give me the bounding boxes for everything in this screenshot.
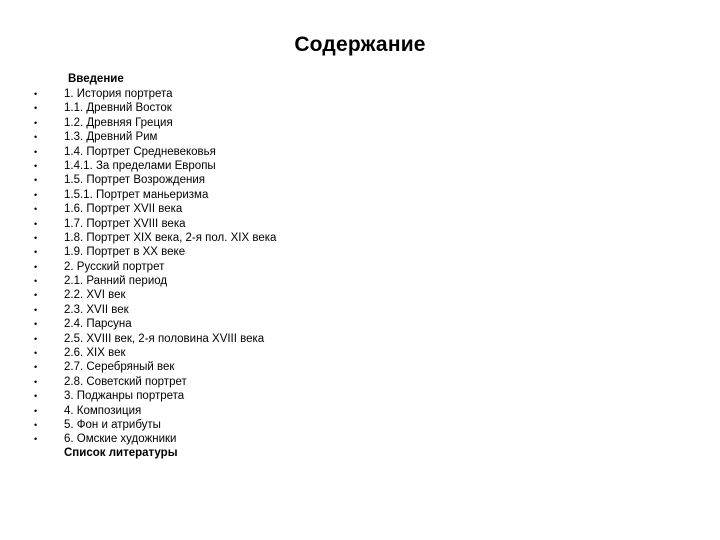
bullet-icon: • — [34, 117, 38, 128]
bullet-icon: • — [34, 362, 38, 373]
list-item-label: 2.7. Серебряный век — [64, 361, 175, 374]
list-item-label: 1.1. Древний Восток — [64, 102, 172, 115]
list-item-label: 3. Поджанры портрета — [64, 390, 185, 403]
toc-references: Список литературы — [64, 447, 178, 459]
list-item-label: 1.6. Портрет XVII века — [64, 203, 183, 216]
page-title-text: Содержание — [294, 33, 426, 56]
list-item-label: 2. Русский портрет — [64, 260, 165, 273]
list-item-label: 1.3. Древний Рим — [64, 131, 158, 144]
bullet-icon: • — [34, 276, 38, 287]
bullet-icon: • — [34, 146, 38, 157]
bullet-icon: • — [34, 376, 38, 387]
list-item-label: 1. История портрета — [64, 88, 173, 100]
list-item-label: 1.7. Портрет XVIII века — [64, 217, 186, 230]
list-item-label: 2.6. XIX век — [64, 347, 126, 360]
list-item-label: 2.3. XVII век — [64, 303, 129, 316]
bullet-icon: • — [34, 348, 38, 359]
list-item-label: 1.5.1. Портрет маньеризма — [64, 188, 209, 201]
bullet-icon: • — [34, 419, 38, 430]
page-title — [0, 33, 720, 57]
list-item-label: 2.1. Ранний период — [64, 275, 168, 288]
bullet-icon: • — [34, 103, 38, 114]
list-item-label: 1.2. Древняя Греция — [64, 116, 173, 129]
list-item-label: 1.9. Портрет в XX веке — [64, 246, 186, 259]
bullet-icon: • — [34, 290, 38, 301]
bullet-icon: • — [34, 175, 38, 186]
bullet-icon: • — [34, 160, 38, 171]
list-item-label: 6. Омские художники — [64, 433, 177, 446]
bullet-icon: • — [34, 333, 38, 344]
list-item-label: 2.2. XVI век — [64, 289, 126, 302]
bullet-icon: • — [34, 89, 38, 99]
list-item-label: 5. Фон и атрибуты — [64, 418, 161, 431]
bullet-icon: • — [34, 132, 38, 143]
list-item-label: 1.8. Портрет XIX века, 2-я пол. XIX века — [64, 231, 277, 244]
bullet-icon: • — [34, 232, 38, 243]
bullet-icon: • — [34, 405, 38, 416]
bullet-icon: • — [34, 247, 38, 258]
list-item-label: 1.5. Портрет Возрождения — [64, 174, 205, 187]
bullet-icon: • — [34, 391, 38, 402]
list-item-label: 1.4.1. За пределами Европы — [64, 159, 216, 172]
list-item-label: 2.5. XVIII век, 2-я половина XVIII века — [64, 332, 265, 345]
toc-intro: Введение — [68, 73, 124, 85]
bullet-icon: • — [34, 319, 38, 330]
list-item-label: 1.4. Портрет Средневековья — [64, 145, 216, 158]
bullet-icon: • — [34, 218, 38, 229]
list-item-label: 2.8. Советский портрет — [64, 375, 187, 388]
bullet-icon: • — [34, 204, 38, 215]
list-item-label: 2.4. Парсуна — [64, 318, 132, 331]
list-item-label: 4. Композиция — [64, 404, 142, 417]
bullet-icon: • — [34, 434, 38, 445]
bullet-icon: • — [34, 261, 38, 272]
bullet-icon: • — [34, 304, 38, 315]
bullet-icon: • — [34, 189, 38, 200]
